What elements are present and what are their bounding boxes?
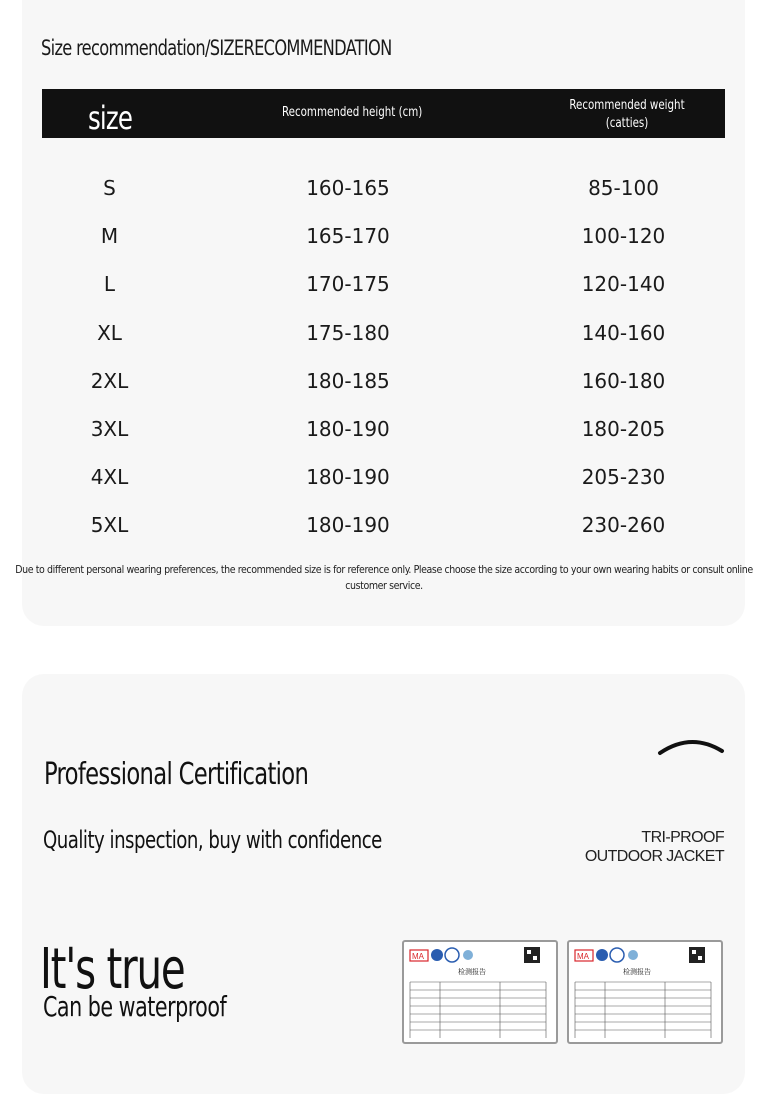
size-cell: XL — [97, 320, 122, 345]
height-cell: 165-170 — [306, 224, 390, 249]
size-table-row — [42, 224, 725, 254]
header-weight-line2: (catties) — [605, 116, 649, 131]
size-disclaimer: Due to different personal wearing preferences, the recommended size is for reference only. Please choose the size according to your own wearing habits or consult online customer service. — [15, 564, 753, 592]
certification-title: Professional Certification — [44, 757, 309, 792]
brand-line-2: OUTDOOR JACKET — [584, 848, 724, 865]
weight-cell: 140-160 — [581, 320, 666, 345]
size-cell: 3XL — [90, 417, 129, 441]
weight-cell: 120-140 — [581, 272, 666, 297]
header-weight — [565, 97, 688, 133]
brand-mark — [585, 828, 724, 866]
size-table-row — [42, 513, 725, 543]
header-height: Recommended height (cm) — [282, 105, 423, 120]
headline-subtitle: Can be waterproof — [43, 990, 227, 1023]
test-report-image — [402, 940, 558, 1044]
size-cell: 2XL — [90, 368, 129, 393]
weight-cell: 205-230 — [581, 465, 666, 490]
size-table-row — [42, 321, 725, 351]
size-cell: 5XL — [90, 513, 129, 538]
brand-line-1: TRI-PROOF — [641, 829, 724, 846]
header-size: size — [88, 99, 133, 137]
size-table-row — [42, 465, 725, 495]
weight-cell: 230-260 — [581, 513, 666, 538]
report-heading: 检测报告 — [623, 968, 651, 976]
test-report-image — [567, 940, 723, 1044]
report-badge: MA — [577, 952, 589, 961]
weight-cell: 180-205 — [581, 417, 666, 441]
height-cell: 160-165 — [306, 176, 390, 200]
size-table-header — [42, 89, 725, 138]
height-cell: 180-185 — [306, 368, 390, 393]
arc-logo-icon — [656, 736, 726, 756]
size-table-row — [42, 176, 725, 206]
size-cell: 4XL — [90, 465, 129, 490]
height-cell: 180-190 — [306, 417, 390, 441]
headline: It's true — [40, 937, 185, 1002]
height-cell: 180-190 — [306, 513, 390, 538]
header-weight-line1: Recommended weight — [569, 98, 685, 113]
size-table-row — [42, 272, 725, 302]
certification-subtitle: Quality inspection, buy with confidence — [43, 826, 382, 854]
height-cell: 175-180 — [306, 320, 390, 345]
size-cell: L — [103, 272, 116, 297]
weight-cell: 100-120 — [581, 224, 666, 249]
report-heading: 检测报告 — [458, 968, 486, 976]
size-table-row — [42, 369, 725, 399]
height-cell: 170-175 — [306, 272, 390, 297]
height-cell: 180-190 — [306, 465, 390, 490]
report-badge: MA — [412, 952, 424, 961]
weight-cell: 160-180 — [581, 368, 666, 393]
size-cell: M — [100, 224, 119, 249]
size-cell: S — [103, 176, 116, 200]
size-table-row — [42, 417, 725, 447]
size-section-title: Size recommendation/SIZERECOMMENDATION — [41, 36, 392, 60]
weight-cell: 85-100 — [588, 176, 659, 200]
